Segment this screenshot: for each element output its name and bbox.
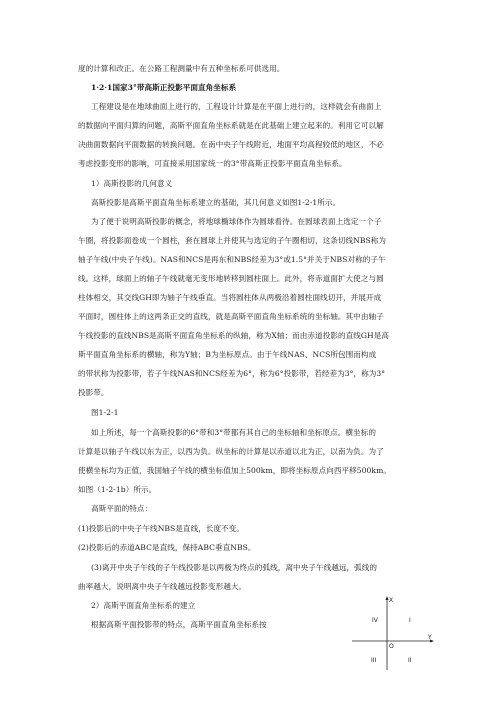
- paragraph-line: 为了便于说明高斯投影的概念，将地球椭球体作为圆球看待。在圆球表面上选定一个子: [91, 217, 382, 226]
- y-axis-label: Y: [428, 634, 432, 641]
- paragraph-line: 轴子午线(中央子午线)。NAS和NCS是再东和NBS经差为3°或1.5°并关于NBS对称的子午: [78, 255, 386, 264]
- paragraph-line: 线。这样，球面上的轴子午线就毫无变形地转移到圆柱面上。此外，将赤道面扩大使之与圆: [78, 274, 384, 283]
- coordinate-figure: [350, 594, 435, 674]
- paragraph-line: 午线投影的直线NBS是高斯平面直角坐标系的纵轴，称为X轴；而由赤道投影的直线GH是高: [78, 331, 389, 340]
- quadrant-label: IV: [372, 617, 378, 624]
- paragraph-line: 度的计算和改正。在公路工程测量中有五种坐标系可供选用。: [78, 64, 285, 73]
- quadrant-label: II: [408, 657, 412, 664]
- paragraph-line: 高斯平面的特点：: [91, 504, 153, 513]
- paragraph-line: 平面时，圆柱体上的这两条正交的直线，就是高斯平面直角坐标系统的坐标轴。其中由轴子: [78, 312, 384, 321]
- subsection-heading: 1）高斯投影的几何意义: [91, 179, 173, 188]
- paragraph-line: 如图（1-2-1b）所示。: [78, 485, 157, 494]
- paragraph-line: 的带状称为投影带，若子午线NAS和NCS经差为6°，称为6°投影带，若经差为3°，称为3°: [78, 369, 386, 378]
- list-item: 曲率越大，说明离中央子午线越远投影变形越大。: [78, 582, 247, 591]
- subsection-heading: 2）高斯平面直角坐标系的建立: [91, 601, 196, 610]
- quadrant-label: III: [371, 657, 377, 664]
- list-item: (3)离开中央子午线的子午线投影是以两极为终点的弧线，离中央子午线越远，弧线的: [91, 563, 378, 572]
- paragraph-line: 午圈，将投影面卷成一个圆柱，套在圆球上并使其与选定的子午圈相切，这条切线NBS称为: [78, 236, 387, 245]
- section-heading: 1·2·1国家3°带高斯正投影平面直角坐标系: [91, 83, 237, 92]
- figure-caption: 图1-2-1: [91, 408, 119, 417]
- quadrant-label: I: [409, 617, 411, 624]
- paragraph-line: 根据高斯平面投影带的特点，高斯平面直角坐标系按: [91, 620, 267, 629]
- paragraph-line: 投影带。: [78, 388, 109, 397]
- coordinate-axes-diagram: [350, 594, 435, 674]
- paragraph-line: 的数据向平面归算的问题，高斯平面直角坐标系就是在此基础上建立起来的。利用它可以解: [78, 121, 384, 130]
- paragraph-line: 高斯投影是高斯平面直角坐标系建立的基础，其几何意义如图1-2-1所示。: [91, 198, 341, 207]
- list-item: (2)投影后的赤道ABC是直线，保持ABC垂直NBS。: [78, 543, 256, 552]
- paragraph-line: 斯平面直角坐标系的横轴，称为Y轴；B为坐标原点。由于午线NAS、NCS所包围而构成: [78, 350, 377, 359]
- paragraph-line: 决曲面数据向平面数据的转换问题。在南中央子午线附近，地面平均高程较低的地区，不必: [78, 140, 384, 149]
- paragraph-line: 使横坐标均为正值，我国轴子午线的横坐标值加上500km，即将坐标原点向西平移500km。: [78, 466, 391, 475]
- paragraph-line: 如上所述，每一个高斯投影的6°带和3°带都有其自己的坐标轴和坐标原点。横坐标的: [91, 428, 376, 437]
- list-item: (1)投影后的中央子午线NBS是直线，长度不变。: [78, 524, 245, 533]
- paragraph-line: 考虑投影变形的影响，可直接采用国家统一的3°带高斯正投影平面直角坐标系。: [78, 159, 347, 168]
- origin-label: O: [389, 643, 394, 650]
- paragraph-line: 工程建设是在地球曲面上进行的，工程设计计算是在平面上进行的，这样就会有曲面上: [91, 102, 382, 111]
- paragraph-line: 计算是以轴子午线以东为正，以西为负。纵坐标的计算是以赤道以北为正，以南为负。为了: [78, 447, 384, 456]
- paragraph-line: 柱体相交，其交线GH即为轴子午线垂直。当将圆柱体从两极沿着圆柱面线切开，并展开成: [78, 293, 382, 302]
- x-axis-label: X: [389, 597, 394, 604]
